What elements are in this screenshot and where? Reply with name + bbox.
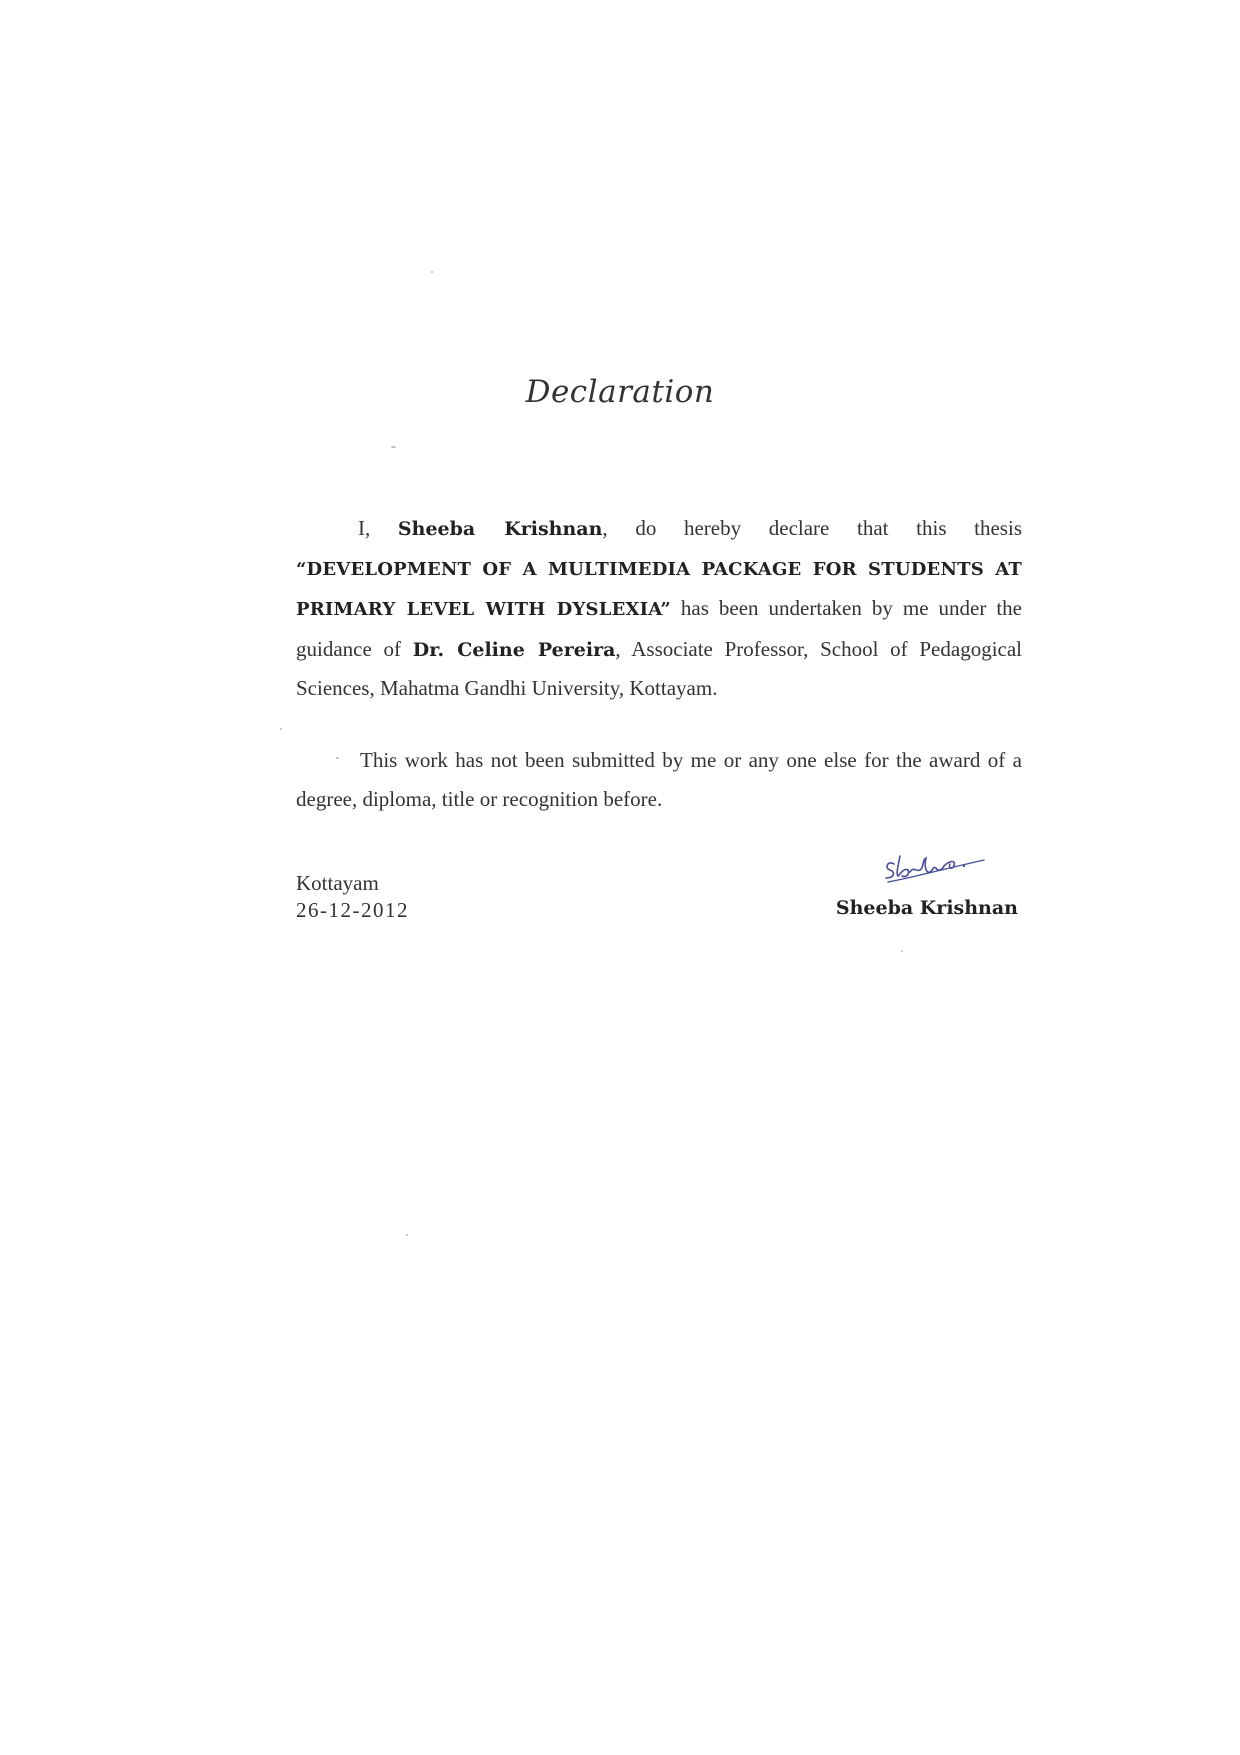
guide-name: Dr. Celine Pereira xyxy=(412,638,616,661)
author-name: Sheeba Krishnan xyxy=(397,518,603,540)
handwritten-signature xyxy=(880,842,990,892)
place: Kottayam xyxy=(296,871,379,895)
scan-speck xyxy=(901,950,903,952)
declaration-text-3: , Associate Professor, School of Pedagogical Sciences, Mahatma Gandhi University, Kottayam. xyxy=(296,636,1023,701)
place-date-block xyxy=(296,870,409,924)
originality-paragraph xyxy=(296,741,1022,818)
scan-speck xyxy=(406,1234,408,1236)
declaration-paragraph xyxy=(296,509,1022,708)
thesis-title: “DEVELOPMENT OF A MULTIMEDIA PACKAGE FOR STUDENTS AT PRIMARY LEVEL WITH DYSLEXIA” xyxy=(296,558,1022,621)
originality-text: This work has not been submitted by me or any one else for the award of a degree, diploma, title or recognition before. xyxy=(296,748,1022,811)
signatory-name: Sheeba Krishnan xyxy=(835,897,1018,919)
date: 26-12-2012 xyxy=(296,898,409,922)
scan-speck xyxy=(431,271,433,273)
scan-speck xyxy=(391,446,396,448)
scan-speck xyxy=(280,728,282,730)
declaration-text-2: has been undertaken by me under the guidance of xyxy=(296,596,1022,661)
declaration-text-1: , do hereby declare that this thesis xyxy=(602,516,1022,540)
page-title: Declaration xyxy=(525,374,715,410)
intro-text: I, xyxy=(358,516,371,540)
scan-speck xyxy=(336,757,339,759)
